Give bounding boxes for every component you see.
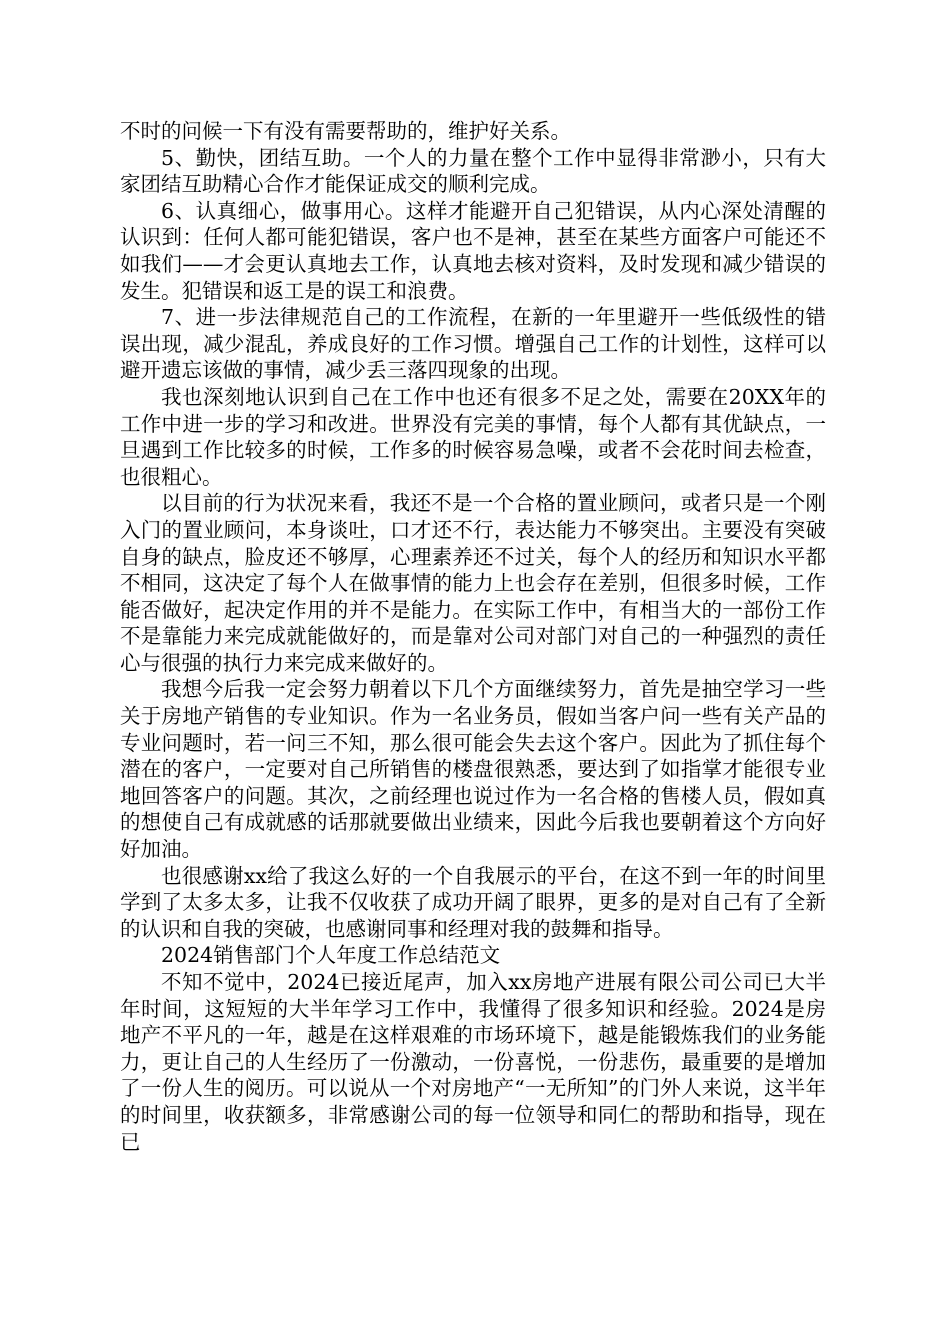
document-page — [120, 118, 826, 1155]
paragraph-item-6: 6、认真细心，做事用心。这样才能避开自己犯错误，从内心深处清醒的认识到：任何人都可能犯错误，客户也不是神，甚至在某些方面客户可能还不如我们——才会更认真地去工作，认真地去核对资料，及时发现和减少错误的发生。犯错误和返工是的误工和浪费。 — [120, 198, 826, 303]
paragraph-future-plans: 我想今后我一定会努力朝着以下几个方面继续努力，首先是抽空学习一些关于房地产销售的专业知识。作为一名业务员，假如当客户问一些有关产品的专业问题时，若一问三不知，那么很可能会失去这个客户。因此为了抓住每个潜在的客户，一定要对自己所销售的楼盘很熟悉，要达到了如指掌才能很专业地回答客户的问题。其次，之前经理也说过作为一名合格的售楼人员，假如真的想使自己有成就感的话那就要做出业绩来，因此今后我也要朝着这个方向好好加油。 — [120, 677, 826, 862]
paragraph-current-status: 以目前的行为状况来看，我还不是一个合格的置业顾问，或者只是一个刚入门的置业顾问，本身谈吐，口才还不行，表达能力不够突出。主要没有突破自身的缺点，脸皮还不够厚，心理素养还不过关，每个人的经历和知识水平都不相同，这决定了每个人在做事情的能力上也会存在差别，但很多时候，工作能否做好，起决定作用的并不是能力。在实际工作中，有相当大的一部份工作不是靠能力来完成就能做好的，而是靠对公司对部门对自己的一种强烈的责任心与很强的执行力来完成来做好的。 — [120, 491, 826, 675]
paragraph-item-5: 5、勤快，团结互助。一个人的力量在整个工作中显得非常渺小，只有大家团结互助精心合作才能保证成交的顺利完成。 — [120, 145, 826, 197]
section-heading: 2024销售部门个人年度工作总结范文 — [161, 943, 501, 968]
paragraph-thanks: 也很感谢xx给了我这么好的一个自我展示的平台，在这不到一年的时间里学到了太多太多，让我不仅收获了成功开阔了眼界，更多的是对自己有了全新的认识和自我的突破，也感谢同事和经理对我的鼓舞和指导。 — [120, 863, 826, 941]
paragraph-shortcomings: 我也深刻地认识到自己在工作中也还有很多不足之处，需要在20XX年的工作中进一步的学习和改进。世界没有完美的事情，每个人都有其优缺点，一旦遇到工作比较多的时候，工作多的时候容易急噪，或者不会花时间去检查，也很粗心。 — [120, 384, 826, 489]
paragraph-intro: 不知不觉中，2024已接近尾声，加入xx房地产进展有限公司公司已大半年时间，这短短的大半年学习工作中，我懂得了很多知识和经验。2024是房地产不平凡的一年，越是在这样艰难的市场环境下，越是能锻炼我们的业务能力，更让自己的人生经历了一份激动，一份喜悦，一份悲伤，最重要的是增加了一份人生的阅历。可以说从一个对房地产“一无所知”的门外人来说，这半年的时间里，收获额多，非常感谢公司的每一位领导和同仁的帮助和指导，现在已 — [120, 970, 826, 1154]
paragraph-item-7: 7、进一步法律规范自己的工作流程，在新的一年里避开一些低级性的错误出现，减少混乱，养成良好的工作习惯。增强自己工作的计划性，这样可以避开遗忘该做的事情，减少丢三落四现象的出现。 — [120, 305, 826, 383]
paragraph-continuation: 不时的问候一下有没有需要帮助的，维护好关系。 — [120, 119, 571, 143]
